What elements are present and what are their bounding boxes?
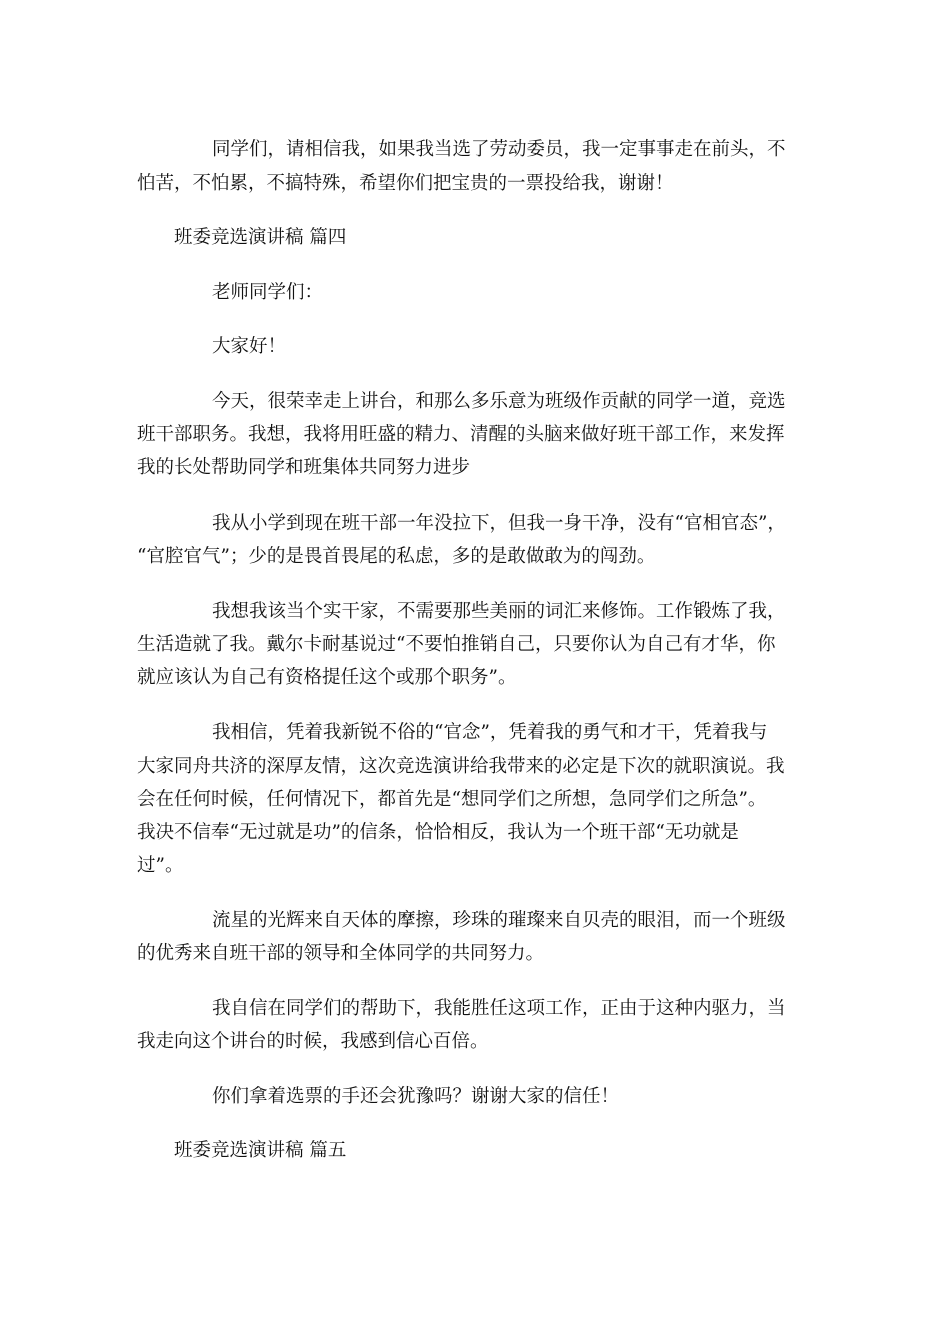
text-line: 老师同学们： bbox=[212, 282, 324, 303]
text-line: 过”。 bbox=[137, 855, 184, 876]
text-line: 大家同舟共济的深厚友情，这次竞选演讲给我带来的必定是下次的就职演说。我 bbox=[137, 756, 785, 777]
text-line: 生活造就了我。戴尔卡耐基说过“不要怕推销自己，只要你认为自己有才华，你 bbox=[137, 634, 776, 655]
section-heading: 班委竞选演讲稿 篇五 bbox=[174, 1140, 347, 1161]
text-line: 的优秀来自班干部的领导和全体同学的共同努力。 bbox=[137, 943, 545, 964]
text-line: 我自信在同学们的帮助下，我能胜任这项工作，正由于这种内驱力，当 bbox=[212, 998, 786, 1019]
text-line: 你们拿着选票的手还会犹豫吗？谢谢大家的信任！ bbox=[212, 1086, 620, 1107]
text-line: 我想我该当个实干家，不需要那些美丽的词汇来修饰。工作锻炼了我， bbox=[212, 601, 786, 622]
text-line: 班干部职务。我想，我将用旺盛的精力、清醒的头脑来做好班干部工作，来发挥 bbox=[137, 424, 785, 445]
section-heading: 班委竞选演讲稿 篇四 bbox=[174, 227, 347, 248]
text-line: 同学们，请相信我，如果我当选了劳动委员，我一定事事走在前头，不 bbox=[212, 139, 786, 160]
text-line: 我相信，凭着我新锐不俗的“官念”，凭着我的勇气和才干，凭着我与 bbox=[212, 722, 768, 743]
text-line: 我从小学到现在班干部一年没拉下，但我一身干净，没有“官相官态”， bbox=[212, 513, 786, 534]
text-line: 我的长处帮助同学和班集体共同努力进步 bbox=[137, 457, 471, 478]
text-line: 就应该认为自己有资格提任这个或那个职务”。 bbox=[137, 667, 517, 688]
text-line: 会在任何时候，任何情况下，都首先是“想同学们之所想，急同学们之所急”。 bbox=[137, 789, 767, 810]
text-line: 我决不信奉“无过就是功”的信条，恰恰相反，我认为一个班干部“无功就是 bbox=[137, 822, 739, 843]
text-line: 流星的光辉来自天体的摩擦，珍珠的璀璨来自贝壳的眼泪，而一个班级 bbox=[212, 910, 786, 931]
text-line: 今天，很荣幸走上讲台，和那么多乐意为班级作贡献的同学一道，竞选 bbox=[212, 391, 786, 412]
text-line: “官腔官气”；少的是畏首畏尾的私虑，多的是敢做敢为的闯劲。 bbox=[137, 546, 656, 567]
text-line: 怕苦，不怕累，不搞特殊，希望你们把宝贵的一票投给我，谢谢！ bbox=[137, 173, 674, 194]
text-line: 我走向这个讲台的时候，我感到信心百倍。 bbox=[137, 1031, 489, 1052]
text-line: 大家好！ bbox=[212, 336, 287, 357]
